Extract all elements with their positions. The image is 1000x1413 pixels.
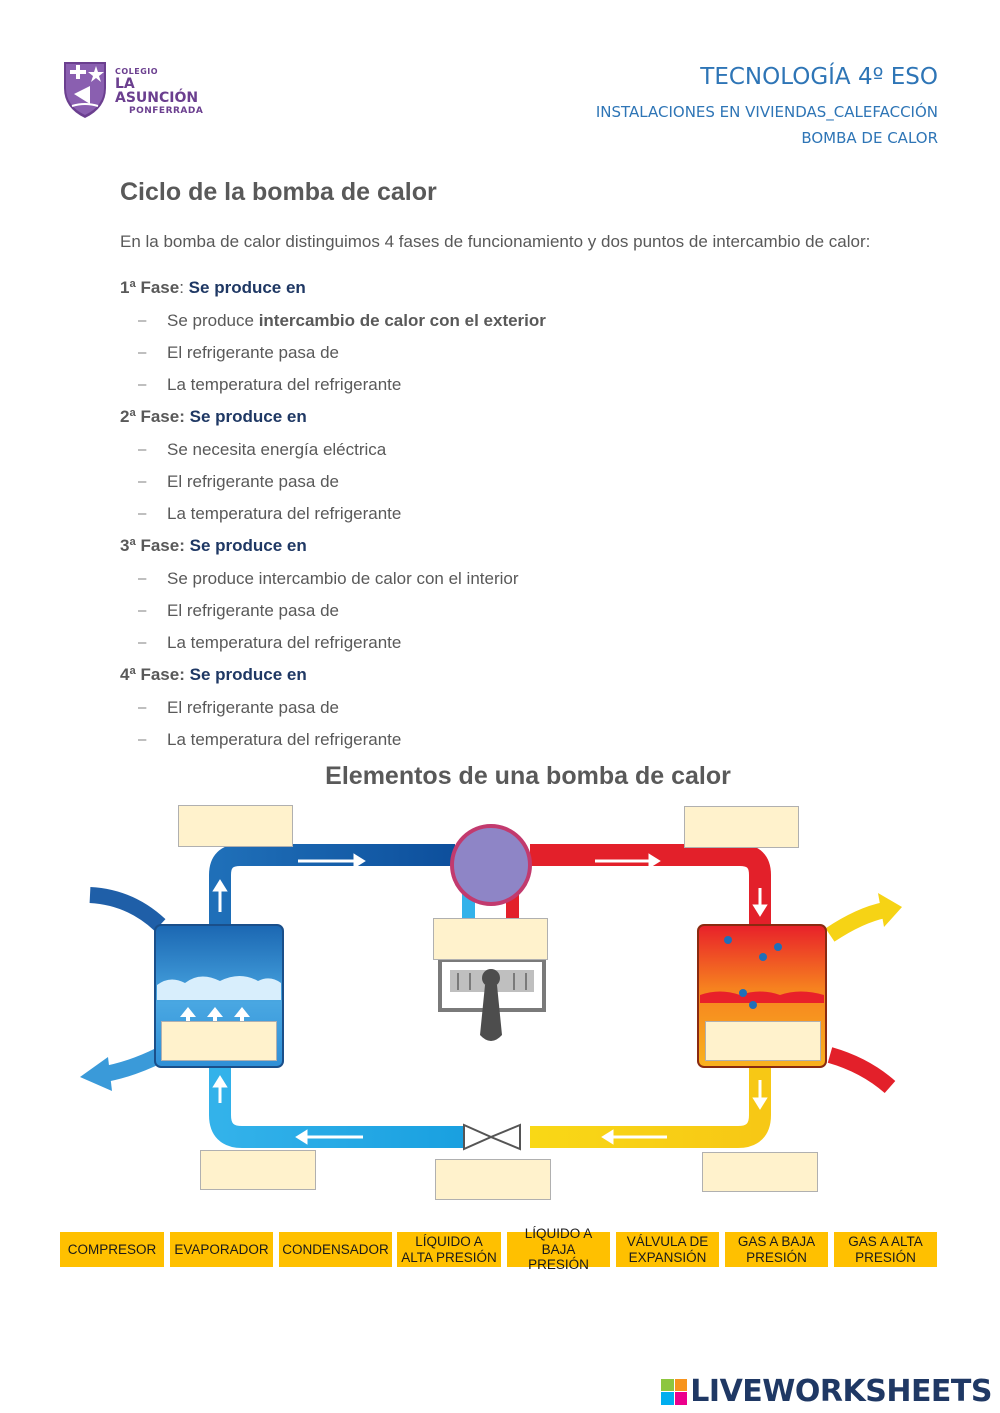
word-line: LÍQUIDO A — [415, 1233, 483, 1249]
phase-2-item-3: La temperatura del refrigerante — [167, 504, 402, 523]
word-line: LÍQUIDO A — [524, 1226, 593, 1242]
bullet-dash: – — [138, 505, 147, 522]
phase-2-heading — [120, 407, 307, 427]
word-line: COMPRESOR — [67, 1241, 157, 1257]
phase-1-item-3: La temperatura del refrigerante — [167, 375, 402, 394]
phase-highlight: Se produce en — [189, 536, 307, 555]
bullet-dash: – — [138, 634, 147, 651]
word-line: PRESIÓN — [746, 1249, 807, 1265]
phase-3-item-1: Se produce intercambio de calor con el interior — [167, 569, 519, 588]
item-text: Se produce — [167, 311, 259, 330]
word-line: GAS A ALTA — [848, 1233, 923, 1249]
course-title: TECNOLOGÍA 4º ESO — [700, 64, 938, 90]
phase-label: 4ª Fase: — [120, 665, 185, 684]
word-line: CONDENSADOR — [282, 1241, 389, 1257]
phase-4-heading — [120, 665, 307, 685]
phase-label: 3ª Fase: — [120, 536, 185, 555]
phase-highlight: Se produce en — [189, 407, 307, 426]
phase-label: 1ª Fase — [120, 278, 180, 297]
word-line: EVAPORADOR — [174, 1241, 269, 1257]
phase-highlight: Se produce en — [188, 278, 306, 297]
drop-box-bottom-left[interactable] — [200, 1150, 316, 1190]
word-liquido-alta-presion[interactable] — [397, 1232, 501, 1267]
item-bold-text: intercambio de calor con el exterior — [258, 311, 546, 330]
school-logo — [60, 58, 204, 120]
drop-box-evaporator[interactable] — [161, 1021, 277, 1061]
phase-highlight: Se produce en — [189, 665, 307, 684]
word-line: EXPANSIÓN — [628, 1249, 707, 1265]
word-line: BAJA PRESIÓN — [528, 1241, 589, 1273]
cycle-heading: Ciclo de la bomba de calor — [120, 178, 437, 206]
drop-box-top-left[interactable] — [178, 805, 293, 847]
word-compresor[interactable] — [60, 1232, 164, 1267]
word-line: PRESIÓN — [855, 1249, 916, 1265]
bullet-dash: – — [138, 344, 147, 361]
brand-text: LIVEWORKSHEETS — [690, 1374, 992, 1409]
word-evaporador[interactable] — [170, 1232, 273, 1267]
bullet-dash: – — [138, 602, 147, 619]
phase-3-heading — [120, 536, 307, 556]
word-line: GAS A BAJA — [737, 1233, 816, 1249]
phase-label: 2ª Fase: — [120, 407, 185, 426]
word-valvula-expansion[interactable] — [616, 1232, 719, 1267]
phase-separator: : — [179, 278, 189, 297]
drop-box-top-right[interactable] — [684, 806, 799, 848]
bullet-dash: – — [138, 376, 147, 393]
liveworksheets-brand — [661, 1374, 992, 1409]
drop-box-bottom-right[interactable] — [702, 1152, 818, 1192]
bullet-dash: – — [138, 312, 147, 329]
word-line: ALTA PRESIÓN — [401, 1249, 497, 1265]
bullet-dash: – — [138, 570, 147, 587]
word-gas-alta-presion[interactable] — [834, 1232, 937, 1267]
drop-box-condenser[interactable] — [705, 1021, 821, 1061]
phase-3-item-3: La temperatura del refrigerante — [167, 633, 402, 652]
shield-icon — [60, 58, 110, 120]
word-line: VÁLVULA DE — [626, 1233, 709, 1249]
phase-1-item-2: El refrigerante pasa de — [167, 343, 339, 362]
logo-line-1: COLEGIO — [115, 67, 159, 76]
logo-line-2: LA ASUNCIÓN — [115, 76, 199, 106]
bullet-dash: – — [138, 731, 147, 748]
phase-1-heading — [120, 278, 306, 298]
bullet-dash: – — [138, 473, 147, 490]
liveworksheets-icon — [661, 1379, 687, 1405]
phase-4-item-1: El refrigerante pasa de — [167, 698, 339, 717]
bullet-dash: – — [138, 441, 147, 458]
drop-box-compressor[interactable] — [433, 918, 548, 960]
word-liquido-baja-presion[interactable] — [507, 1226, 610, 1273]
word-gas-baja-presion[interactable] — [725, 1232, 828, 1267]
logo-line-3: PONFERRADA — [129, 106, 204, 116]
bullet-dash: – — [138, 699, 147, 716]
heat-pump-diagram — [60, 795, 940, 1215]
word-condensador[interactable] — [279, 1232, 392, 1267]
phase-2-item-1: Se necesita energía eléctrica — [167, 440, 387, 459]
elements-heading: Elementos de una bomba de calor — [325, 762, 731, 790]
phase-1-item-1 — [167, 311, 546, 331]
phase-4-item-2: La temperatura del refrigerante — [167, 730, 402, 749]
unit-title: INSTALACIONES EN VIVIENDAS_CALEFACCIÓN — [595, 103, 938, 121]
cycle-intro: En la bomba de calor distinguimos 4 fases de funcionamiento y dos puntos de intercambio de calor: — [120, 232, 871, 251]
phase-2-item-2: El refrigerante pasa de — [167, 472, 339, 491]
topic-title: BOMBA DE CALOR — [801, 129, 938, 147]
phase-3-item-2: El refrigerante pasa de — [167, 601, 339, 620]
drop-box-valve[interactable] — [435, 1159, 551, 1200]
